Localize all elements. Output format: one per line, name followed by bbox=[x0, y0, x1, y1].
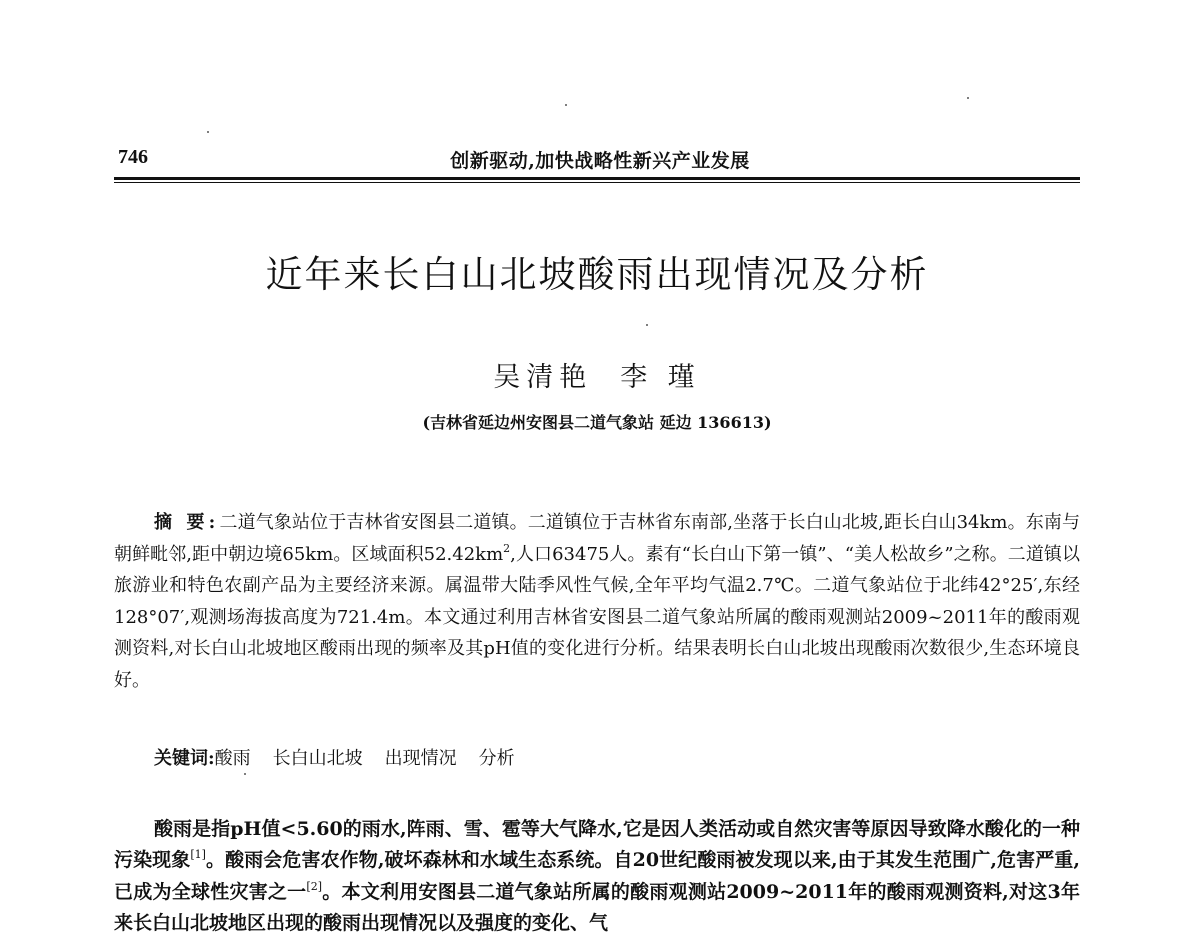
keyword: 酸雨 bbox=[214, 748, 251, 769]
body-text-1: 酸雨是指pH值<5.60的雨水,阵雨、雪、雹等大气降水,它是因人类活动或自然灾害等原因导致降水酸化的一种污染现象 bbox=[114, 818, 1080, 872]
abstract-text-1: 二道气象站位于吉林省安图县二道镇。二道镇位于吉林省东南部,坐落于长白山北坡,距长白山34km。东南与朝鲜毗邻,距中朝边境65km。区域面积52.42km bbox=[114, 512, 1080, 565]
keyword: 长白山北坡 bbox=[272, 748, 363, 769]
abstract bbox=[114, 507, 1080, 697]
body-paragraph bbox=[114, 814, 1080, 940]
author-1: 吴清艳 bbox=[493, 362, 593, 393]
scan-speck bbox=[646, 324, 648, 326]
page-number: 746 bbox=[118, 146, 148, 168]
paper-title: 近年来长白山北坡酸雨出现情况及分析 bbox=[265, 253, 929, 296]
scan-speck bbox=[565, 104, 567, 106]
author-2: 李 瑾 bbox=[620, 362, 701, 393]
abstract-superscript: 2 bbox=[503, 541, 511, 555]
keywords-label: 关键词: bbox=[154, 748, 215, 769]
body-text-3: 。本文利用安图县二道气象站所属的酸雨观测站2009~2011年的酸雨观测资料,对这3年来长白山北坡地区出现的酸雨出现情况以及强度的变化、气 bbox=[114, 880, 1080, 935]
header-rule-thin bbox=[114, 182, 1080, 183]
scan-speck bbox=[967, 97, 969, 99]
running-header: 创新驱动,加快战略性新兴产业发展 bbox=[450, 150, 750, 172]
keyword: 分析 bbox=[478, 748, 515, 769]
header-rule-thick bbox=[114, 177, 1080, 180]
citation-1: [1] bbox=[190, 848, 206, 862]
scan-speck bbox=[244, 773, 246, 775]
affiliation: (吉林省延边州安图县二道气象站 延边 136613) bbox=[422, 413, 772, 432]
abstract-text-2: ,人口63475人。素有“长白山下第一镇”、“美人松故乡”之称。二道镇以旅游业和特色农副产品为主要经济来源。属温带大陆季风性气候,全年平均气温2.7℃。二道气象站位于北纬42°25′,东经128°07′,观测场海拔高度为721.4m。本文通过利用吉林省安图县二道气象站所属的酸雨观测站2009~2011年的酸雨观测资料,对长白山北坡地区酸雨出现的频率及其pH值的变化进行分析。结果表明长白山北坡出现酸雨次数很少,生态环境良好。 bbox=[114, 543, 1081, 691]
body-text-2: 。酸雨会危害农作物,破坏森林和水域生态系统。自20世纪酸雨被发现以来,由于其发生范围广,危害严重,已成为全球性灾害之一 bbox=[114, 849, 1080, 903]
authors bbox=[114, 355, 1080, 394]
keyword: 出现情况 bbox=[384, 748, 457, 769]
scan-speck bbox=[207, 131, 209, 133]
abstract-label: 摘 要: bbox=[154, 512, 220, 533]
citation-2: [2] bbox=[306, 879, 323, 893]
keywords bbox=[154, 744, 1080, 770]
